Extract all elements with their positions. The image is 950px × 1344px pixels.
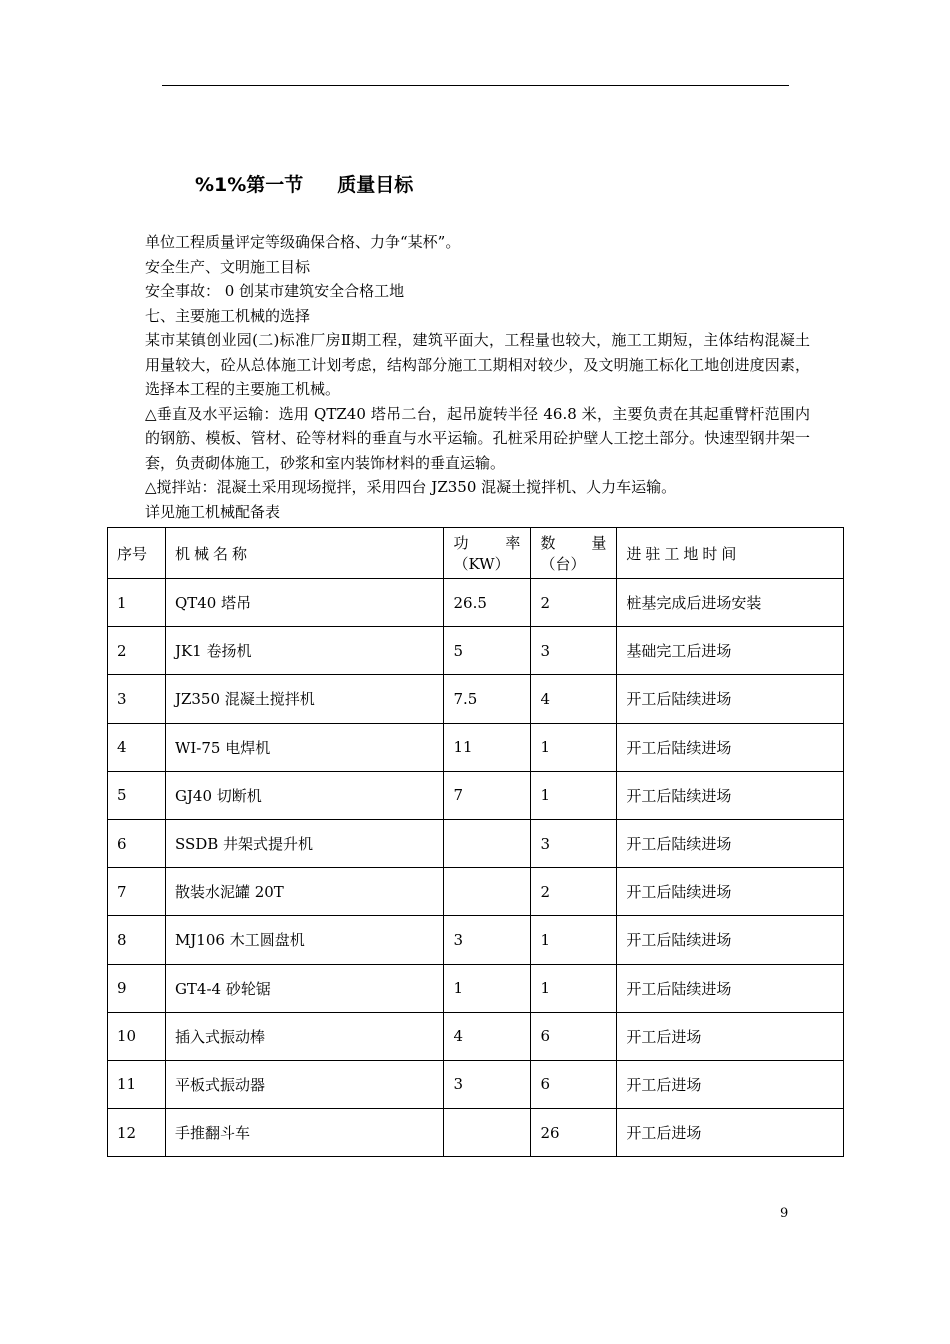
table-body (108, 579, 844, 1157)
cell-power (444, 819, 531, 867)
table-row (108, 964, 844, 1012)
cell-no: 12 (108, 1109, 166, 1157)
cell-power: 5 (444, 627, 531, 675)
header-quantity: 数 量 （台） (531, 528, 617, 579)
cell-power: 11 (444, 723, 531, 771)
cell-arrival-time: 开工后进场 (617, 1109, 844, 1157)
cell-arrival-time: 开工后陆续进场 (617, 964, 844, 1012)
cell-power: 26.5 (444, 579, 531, 627)
body-text (145, 230, 810, 524)
cell-quantity: 2 (531, 579, 617, 627)
paragraph-project-overview: 某市某镇创业园(二)标准厂房Ⅱ期工程，建筑平面大，工程量也较大，施工工期短，主体结构混凝土用量较大，砼从总体施工计划考虑，结构部分施工工期相对较少，及文明施工标化工地创进度因素，选择本工程的主要施工机械。 (145, 331, 810, 398)
paragraph-mixing-station: △搅拌站：混凝土采用现场搅拌，采用四台 JZ350 混凝土搅拌机、人力车运输。 (145, 478, 677, 496)
cell-quantity: 1 (531, 964, 617, 1012)
paragraph-table-reference: 详见施工机械配备表 (145, 502, 281, 521)
cell-arrival-time: 开工后陆续进场 (617, 868, 844, 916)
cell-power (444, 868, 531, 916)
cell-quantity: 1 (531, 723, 617, 771)
header-name: 机械名称 (165, 528, 444, 579)
table-row (108, 1109, 844, 1157)
table-row (108, 771, 844, 819)
cell-quantity: 6 (531, 1060, 617, 1108)
table-row (108, 627, 844, 675)
cell-power: 7 (444, 771, 531, 819)
header-arrival-time: 进驻工地时间 (617, 528, 844, 579)
cell-quantity: 2 (531, 868, 617, 916)
cell-machine-name: WI-75 电焊机 (165, 723, 444, 771)
cell-power (444, 1109, 531, 1157)
cell-no: 7 (108, 868, 166, 916)
section-heading (195, 170, 413, 197)
table-row (108, 1012, 844, 1060)
table-row (108, 1060, 844, 1108)
cell-power: 1 (444, 964, 531, 1012)
paragraph-quality-goal: 单位工程质量评定等级确保合格、力争“某杯”。 (145, 233, 461, 251)
cell-power: 7.5 (444, 675, 531, 723)
paragraph-safety-heading: 安全生产、文明施工目标 (145, 257, 311, 276)
header-rule (162, 85, 789, 86)
cell-machine-name: 平板式振动器 (165, 1060, 444, 1108)
header-no: 序号 (108, 528, 166, 579)
cell-arrival-time: 开工后陆续进场 (617, 723, 844, 771)
table-row (108, 723, 844, 771)
cell-power: 3 (444, 1060, 531, 1108)
cell-machine-name: GJ40 切断机 (165, 771, 444, 819)
cell-quantity: 4 (531, 675, 617, 723)
table-row (108, 868, 844, 916)
cell-no: 10 (108, 1012, 166, 1060)
section-title: 质量目标 (337, 174, 414, 196)
cell-quantity: 1 (531, 916, 617, 964)
cell-power: 3 (444, 916, 531, 964)
cell-quantity: 3 (531, 627, 617, 675)
section-number: %1%第一节 (195, 174, 304, 196)
cell-machine-name: SSDB 井架式提升机 (165, 819, 444, 867)
cell-machine-name: QT40 塔吊 (165, 579, 444, 627)
paragraph-transport: △垂直及水平运输：选用 QTZ40 塔吊二台，起吊旋转半径 46.8 米，主要负责在其起重臂杆范围内的钢筋、模板、管材、砼等材料的垂直与水平运输。孔桩采用砼护壁人工挖土部分。快速型钢井架一套，负责砌体施工，砂浆和室内装饰材料的垂直运输。 (145, 404, 810, 472)
cell-no: 11 (108, 1060, 166, 1108)
cell-arrival-time: 开工后陆续进场 (617, 916, 844, 964)
cell-quantity: 26 (531, 1109, 617, 1157)
paragraph-safety-accidents: 安全事故： 0 创某市建筑安全合格工地 (145, 282, 405, 300)
cell-arrival-time: 开工后陆续进场 (617, 819, 844, 867)
machinery-table (107, 527, 844, 1157)
table-row (108, 675, 844, 723)
cell-arrival-time: 开工后进场 (617, 1060, 844, 1108)
paragraph-machinery-heading: 七、主要施工机械的选择 (145, 306, 311, 325)
cell-no: 3 (108, 675, 166, 723)
cell-arrival-time: 开工后进场 (617, 1012, 844, 1060)
cell-no: 4 (108, 723, 166, 771)
cell-no: 1 (108, 579, 166, 627)
table-header-row (108, 528, 844, 579)
page-number: 9 (780, 1206, 789, 1221)
table-row (108, 916, 844, 964)
cell-machine-name: MJ106 木工圆盘机 (165, 916, 444, 964)
cell-arrival-time: 开工后陆续进场 (617, 771, 844, 819)
cell-machine-name: JZ350 混凝土搅拌机 (165, 675, 444, 723)
header-power: 功 率 （KW） (444, 528, 531, 579)
cell-no: 5 (108, 771, 166, 819)
cell-quantity: 6 (531, 1012, 617, 1060)
cell-machine-name: 手推翻斗车 (165, 1109, 444, 1157)
cell-quantity: 1 (531, 771, 617, 819)
cell-no: 6 (108, 819, 166, 867)
cell-no: 9 (108, 964, 166, 1012)
table-row (108, 819, 844, 867)
cell-machine-name: 插入式振动棒 (165, 1012, 444, 1060)
cell-no: 2 (108, 627, 166, 675)
cell-arrival-time: 基础完工后进场 (617, 627, 844, 675)
cell-machine-name: JK1 卷扬机 (165, 627, 444, 675)
cell-quantity: 3 (531, 819, 617, 867)
cell-arrival-time: 桩基完成后进场安装 (617, 579, 844, 627)
cell-arrival-time: 开工后陆续进场 (617, 675, 844, 723)
cell-no: 8 (108, 916, 166, 964)
cell-machine-name: 散装水泥罐 20T (165, 868, 444, 916)
cell-machine-name: GT4-4 砂轮锯 (165, 964, 444, 1012)
table-row (108, 579, 844, 627)
cell-power: 4 (444, 1012, 531, 1060)
